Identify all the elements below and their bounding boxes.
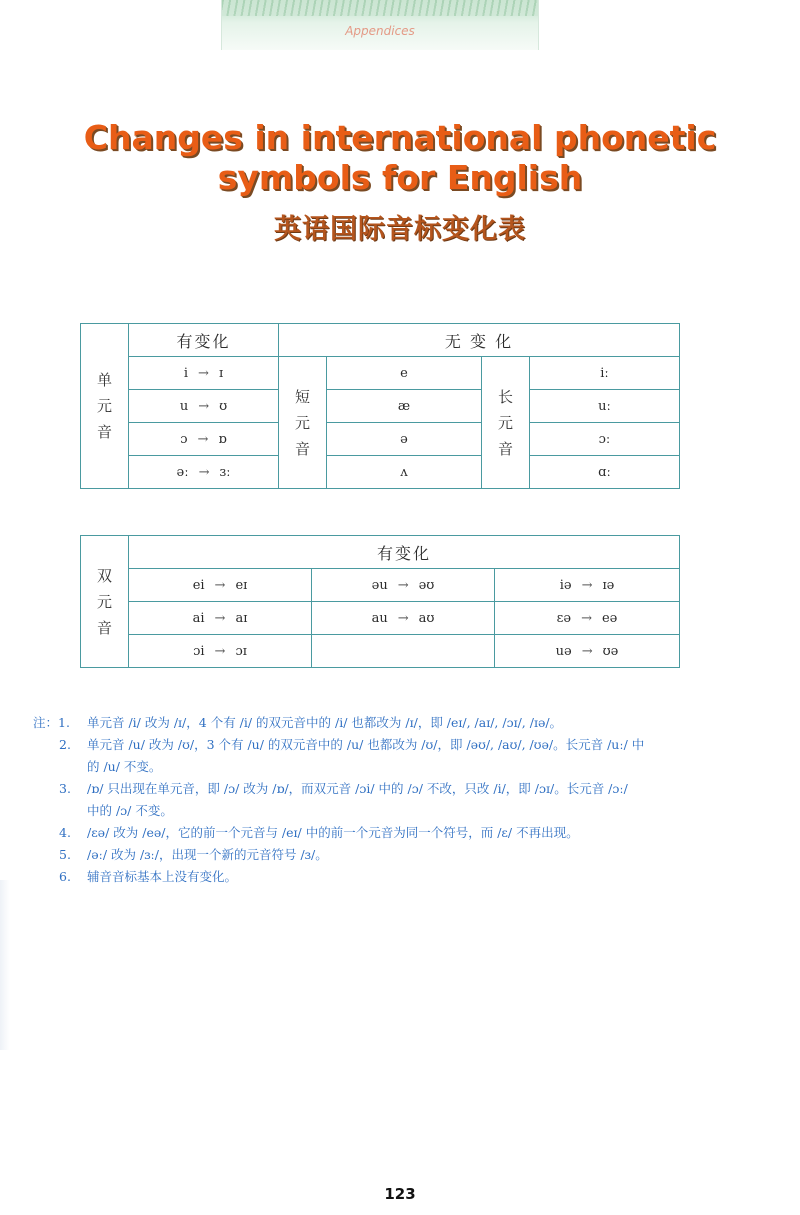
- section-label: Appendices: [345, 24, 415, 38]
- short-vowel-label: 短 元 音: [279, 357, 327, 489]
- long-vowel-cell: ɔː: [530, 423, 680, 456]
- changed-cell: əː → ɜː: [129, 456, 279, 489]
- note-line: 中的 /ɔ/ 不变。: [87, 803, 173, 818]
- short-vowel-cell: ʌ: [327, 456, 482, 489]
- note-item: 注：1. 单元音 /i/ 改为 /ɪ/，4 个有 /i/ 的双元音中的 /i/ 也都改为 /ɪ/，即 /eɪ/, /aɪ/, /ɔɪ/, /ɪə/。: [33, 712, 763, 734]
- title-english-line1: Changes in international phonetic: [83, 118, 717, 157]
- note-line: /əː/ 改为 /ɜː/，出现一个新的元音符号 /ɜ/。: [87, 847, 328, 862]
- note-line: /ɛə/ 改为 /eə/，它的前一个元音与 /eɪ/ 中的前一个元音为同一个符号，而 /ɛ/ 不再出现。: [87, 825, 579, 840]
- long-vowel-cell: ɑː: [530, 456, 680, 489]
- notes: [33, 712, 763, 888]
- diphthong-table: [80, 535, 680, 668]
- short-vowel-cell: ə: [327, 423, 482, 456]
- banner-decoration: [222, 0, 538, 16]
- note-item: 6. 辅音音标基本上没有变化。: [33, 866, 763, 888]
- diphthong-cell: uə → ʊə: [495, 635, 680, 668]
- note-item: 5. /əː/ 改为 /ɜː/，出现一个新的元音符号 /ɜ/。: [33, 844, 763, 866]
- page-number: 123: [384, 1185, 416, 1203]
- note-item: 4. /ɛə/ 改为 /eə/，它的前一个元音与 /eɪ/ 中的前一个元音为同一个符号，而 /ɛ/ 不再出现。: [33, 822, 763, 844]
- diphthong-cell: ɛə → eə: [495, 602, 680, 635]
- section-banner: [221, 0, 539, 50]
- title-english-line2: symbols for English: [217, 158, 583, 197]
- diphthong-changed-header: 有变化: [129, 536, 680, 569]
- diphthong-empty-cell: [312, 635, 495, 668]
- diphthong-cell: iə → ɪə: [495, 569, 680, 602]
- note-line: /ɒ/ 只出现在单元音，即 /ɔ/ 改为 /ɒ/，而双元音 /ɔi/ 中的 /ɔ/ 不改，只改 /i/，即 /ɔɪ/。长元音 /ɔː/: [87, 781, 628, 796]
- note-item: 3. /ɒ/ 只出现在单元音，即 /ɔ/ 改为 /ɒ/，而双元音 /ɔi/ 中的 /ɔ/ 不改，只改 /i/，即 /ɔɪ/。长元音 /ɔː/ 中的 /ɔ/ 不变。: [33, 778, 763, 822]
- changed-cell: u → ʊ: [129, 390, 279, 423]
- note-item: 2. 单元音 /u/ 改为 /ʊ/，3 个有 /u/ 的双元音中的 /u/ 也都改为 /ʊ/，即 /əʊ/, /aʊ/, /ʊə/。长元音 /uː/ 中 的 /u/ 不变。: [33, 734, 763, 778]
- changed-cell: ɔ → ɒ: [129, 423, 279, 456]
- title-chinese: 英语国际音标变化表: [274, 214, 526, 245]
- diphthong-cell: au → aʊ: [312, 602, 495, 635]
- short-vowel-cell: æ: [327, 390, 482, 423]
- single-vowel-table: [80, 323, 680, 489]
- diphthong-label: 双 元 音: [81, 536, 129, 668]
- long-vowel-cell: uː: [530, 390, 680, 423]
- page-edge-shadow: [0, 880, 10, 1050]
- changed-header: 有变化: [129, 324, 279, 357]
- unchanged-header: 无 变 化: [279, 324, 680, 357]
- changed-cell: i → ɪ: [129, 357, 279, 390]
- diphthong-cell: ai → aɪ: [129, 602, 312, 635]
- note-line: 单元音 /u/ 改为 /ʊ/，3 个有 /u/ 的双元音中的 /u/ 也都改为 /ʊ/，即 /əʊ/, /aʊ/, /ʊə/。长元音 /uː/ 中: [87, 737, 645, 752]
- long-vowel-cell: iː: [530, 357, 680, 390]
- note-line: 辅音音标基本上没有变化。: [87, 869, 238, 884]
- note-line: 单元音 /i/ 改为 /ɪ/，4 个有 /i/ 的双元音中的 /i/ 也都改为 /ɪ/，即 /eɪ/, /aɪ/, /ɔɪ/, /ɪə/。: [87, 715, 563, 730]
- long-vowel-label: 长 元 音: [482, 357, 530, 489]
- note-line: 的 /u/ 不变。: [87, 759, 162, 774]
- diphthong-cell: ei → eɪ: [129, 569, 312, 602]
- short-vowel-cell: e: [327, 357, 482, 390]
- diphthong-cell: ɔi → ɔɪ: [129, 635, 312, 668]
- diphthong-cell: əu → əʊ: [312, 569, 495, 602]
- title-english: [40, 118, 760, 198]
- notes-label: 注：: [33, 715, 59, 730]
- single-vowel-label: 单 元 音: [81, 324, 129, 489]
